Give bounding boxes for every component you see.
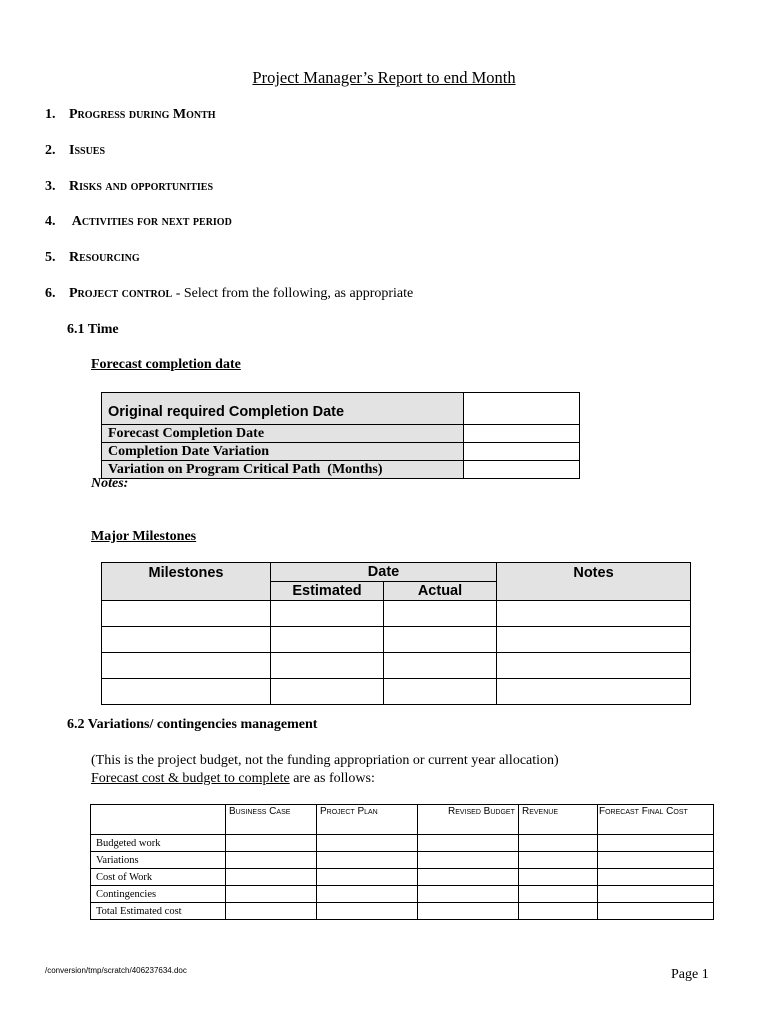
section-resourcing [45, 249, 140, 267]
col-forecast-final-cost: Forecast Final Cost [598, 805, 714, 835]
section-number: 6. [45, 286, 56, 301]
cell[interactable] [418, 903, 519, 920]
cell[interactable] [226, 903, 317, 920]
col-project-plan: Project Plan [317, 805, 418, 835]
section-progress [45, 106, 216, 124]
table-row [91, 903, 714, 920]
table-row [102, 443, 580, 461]
cell[interactable] [271, 627, 384, 653]
col-notes: Notes [497, 563, 691, 601]
section-description: - Select from the following, as appropriate [172, 286, 414, 301]
cell[interactable] [226, 869, 317, 886]
cell[interactable] [317, 886, 418, 903]
row-label: Variation on Program Critical Path (Months) [102, 461, 464, 479]
table-row [102, 461, 580, 479]
forecast-cost-rest: are as follows: [289, 771, 375, 786]
section-issues [45, 142, 105, 160]
cell[interactable] [598, 852, 714, 869]
section-number: 4. [45, 214, 56, 229]
value-cell[interactable] [464, 393, 580, 425]
col-revised-budget: Revised Budget [418, 805, 519, 835]
col-empty [91, 805, 226, 835]
section-number: 2. [45, 143, 56, 158]
col-business-case: Business Case [226, 805, 317, 835]
table-row [91, 835, 714, 852]
section-risks [45, 178, 213, 196]
cell[interactable] [519, 886, 598, 903]
cell[interactable] [226, 852, 317, 869]
col-milestones: Milestones [102, 563, 271, 601]
forecast-completion-table [101, 392, 580, 479]
section-project-control [45, 285, 413, 303]
cell[interactable] [418, 886, 519, 903]
table-row [102, 679, 691, 705]
cell[interactable] [317, 869, 418, 886]
value-cell[interactable] [464, 461, 580, 479]
section-label: Activities for next period [69, 214, 232, 229]
cell[interactable] [271, 601, 384, 627]
table-row [91, 886, 714, 903]
table-row [102, 627, 691, 653]
cell[interactable] [418, 869, 519, 886]
cell[interactable] [598, 903, 714, 920]
section-label: Risks and opportunities [69, 179, 214, 194]
section-number: 1. [45, 107, 56, 122]
milestones-table [101, 562, 691, 705]
major-milestones-heading: Major Milestones [91, 529, 197, 544]
row-label: Original required Completion Date [102, 393, 464, 425]
notes-label: Notes: [91, 476, 129, 491]
col-revenue: Revenue [519, 805, 598, 835]
section-label: Project control [69, 286, 173, 301]
section-label: Issues [69, 143, 106, 158]
cell[interactable] [102, 653, 271, 679]
row-label: Completion Date Variation [102, 443, 464, 461]
value-cell[interactable] [464, 443, 580, 461]
cell[interactable] [384, 679, 497, 705]
row-label: Contingencies [91, 886, 226, 903]
cell[interactable] [519, 852, 598, 869]
time-heading: 6.1 Time [67, 322, 119, 337]
table-row [91, 852, 714, 869]
forecast-cost-line [91, 770, 375, 788]
cell[interactable] [418, 852, 519, 869]
cell[interactable] [102, 601, 271, 627]
cell[interactable] [598, 869, 714, 886]
table-row [102, 393, 580, 425]
section-number: 5. [45, 250, 56, 265]
cell[interactable] [384, 653, 497, 679]
footer-file-path: /conversion/tmp/scratch/406237634.doc [45, 966, 187, 975]
cost-table [90, 804, 714, 920]
page-number: Page 1 [671, 967, 709, 982]
cell[interactable] [317, 903, 418, 920]
cell[interactable] [418, 835, 519, 852]
row-label: Budgeted work [91, 835, 226, 852]
table-row [102, 601, 691, 627]
row-label: Forecast Completion Date [102, 425, 464, 443]
cell[interactable] [271, 679, 384, 705]
cell[interactable] [226, 835, 317, 852]
page-title: Project Manager’s Report to end Month [252, 68, 516, 87]
cell[interactable] [317, 835, 418, 852]
cell[interactable] [384, 627, 497, 653]
value-cell[interactable] [464, 425, 580, 443]
cell[interactable] [102, 627, 271, 653]
cell[interactable] [519, 903, 598, 920]
row-label: Total Estimated cost [91, 903, 226, 920]
table-row [102, 425, 580, 443]
forecast-completion-heading: Forecast completion date [91, 357, 241, 372]
cell[interactable] [519, 835, 598, 852]
section-label: Progress during Month [69, 107, 216, 122]
row-label: Cost of Work [91, 869, 226, 886]
table-header-row [102, 563, 691, 582]
cell[interactable] [497, 653, 691, 679]
col-date: Date [271, 563, 497, 582]
section-label: Resourcing [69, 250, 140, 265]
cell[interactable] [497, 679, 691, 705]
cell[interactable] [598, 835, 714, 852]
row-label: Variations [91, 852, 226, 869]
cell[interactable] [598, 886, 714, 903]
col-estimated: Estimated [271, 582, 384, 601]
table-row [91, 869, 714, 886]
cell[interactable] [102, 679, 271, 705]
forecast-cost-link[interactable]: Forecast cost & budget to complete [91, 771, 290, 786]
cell[interactable] [226, 886, 317, 903]
variations-heading: 6.2 Variations/ contingencies management [67, 717, 318, 732]
cell[interactable] [519, 869, 598, 886]
budget-note: (This is the project budget, not the funding appropriation or current year allocation) [91, 753, 559, 768]
section-number: 3. [45, 179, 56, 194]
cell[interactable] [271, 653, 384, 679]
cell[interactable] [497, 627, 691, 653]
cell[interactable] [497, 601, 691, 627]
cell[interactable] [384, 601, 497, 627]
table-header-row [91, 805, 714, 835]
table-row [102, 653, 691, 679]
section-activities [45, 213, 232, 231]
cell[interactable] [317, 852, 418, 869]
col-actual: Actual [384, 582, 497, 601]
